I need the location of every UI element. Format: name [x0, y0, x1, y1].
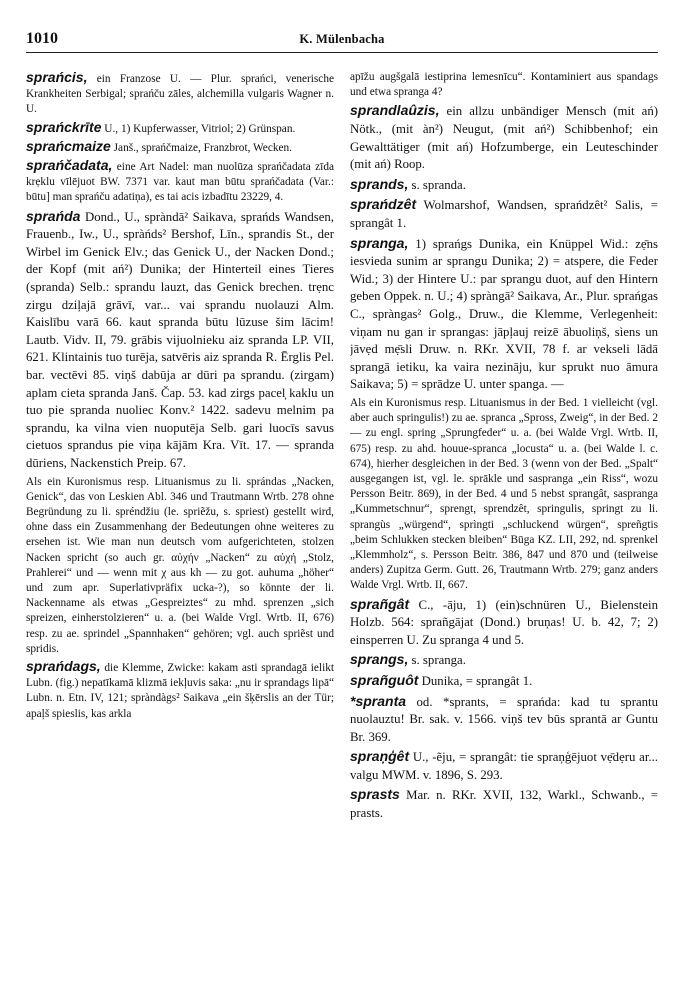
dictionary-entry	[350, 196, 658, 232]
entry-text: U., 1) Kupferwasser, Vitriol; 2) Grünspan.	[101, 122, 296, 135]
entry-headword: sprańcmaize	[26, 137, 111, 154]
entry-text: Als ein Kuronismus resp. Lituanismus zu li. sprándas „Nacken, Genick“, das von Leskien Abl. 346 und Trautmann Wrtb. 278 ohne Begründung zu li. spréndžiu (le. spriẽžu, s. spriest) gestellt wird, ohne dass ein Zusammenhang der Bedeutungen ohne weiteres zu ersehen ist. Wie man nun deutsch vom aufgerichteten, stolzen Nacken spricht (so auch gr. αὐχήν „Nacken“ zu αὐχή „Stolz, Prahlerei“ und — wenn mit χ aus kh — zu got. auhuma „höher“ und zum apr. Superlativpräfix ucka-?), so könnte der li. Nackenname als etwas „Gespreiztes“ zu mhd. sprenzen „sich spreizen, einherstolzieren“ u. a. (bei Walde Vrgl. Wrtb. II, 676) resp. zu ae. sprindel „Spannhaken“ gehören; vgl. auch spriẽst und spridis.	[26, 475, 334, 655]
entry-headword: sprańda	[26, 207, 81, 224]
entry-headword: spraņģêt	[350, 748, 410, 765]
entry-text: Wolmarshof, Wandsen, sprańdzêt² Salis, = sprangât 1.	[350, 198, 658, 230]
left-column	[26, 70, 334, 978]
dictionary-entry	[350, 70, 658, 100]
entry-headword: *spranta	[350, 692, 407, 709]
dictionary-entry	[350, 396, 658, 594]
entry-headword: sprandlaûzis,	[350, 102, 440, 119]
text-columns	[26, 70, 658, 978]
dictionary-entry	[350, 693, 658, 747]
entry-text: Mar. n. RKr. XVII, 132, Warkl., Schwanb., = prasts.	[350, 788, 658, 821]
dictionary-entry	[350, 672, 658, 691]
dictionary-entry	[350, 176, 658, 195]
dictionary-entry	[26, 158, 334, 206]
entry-text: ein allzu unbändiger Mensch (mit ań) Nötk., (mit àn²) Neugut, (mit ań²) Schibbenhof; ein Gewalttätiger (mit ań) Hofzumberge, ein Leuteschinder (mit ań) Roop.	[350, 104, 658, 172]
entry-headword: sprands,	[350, 175, 409, 192]
dictionary-entry	[350, 748, 658, 784]
dictionary-entry	[26, 475, 334, 657]
page-header	[26, 28, 658, 53]
entry-headword: sprasts	[350, 786, 400, 803]
page-number: 1010	[26, 30, 58, 47]
entry-text: od. *sprants, = sprańda: kad tu sprantu nuolauztu! Br. sak. v. 1566. viņš tev būs sprantā ar Guntu Br. 369.	[350, 694, 658, 744]
entry-text: Dond., U., spràndā² Saikava, sprańds Wandsen, Frauenb., Iw., U., spràńds² Bershof, Līn., sprandis St., der Wirbel im Genick Elv.; das Genick U., der Nacken Dond.; der Kopf (mit ań²) Dunika; der Hinterteil eines Tieres (spranda) Selb.: sprandu lauzt, das Genick brechen. trẹnc zirgu dziļajā grāvī, var... vai sprandu nuolauzi Alm. Kaislību varā 66. kaut spranda būtu lūzuse šim lācim! Lautb. Vidv. II, 79. grābis vijuolnieku aiz spranda LP. VII, 621. Klintainis tuo turēja, satvēris aiz spranda R. Ērglis Pel. bar. vectēvi 85. viņš dabūja ar dūri pa sprandu. (zirgam) aplam cieta spranda Janš. Čap. 53. kad zirgs pacel̦ kaklu un tuo pie spranda nuoliec Konv.² 1422. sadevu melnim pa sprandu, ka vilna vien nuoputēja Selb. gari luocīs savus cietuos sprandus pie viņa kājām Kra. Vīt. 17. — spranda dūriens, Nackenstich Preip. 67.	[26, 209, 334, 470]
entry-headword: sprañgât	[350, 595, 410, 612]
dictionary-entry	[26, 70, 334, 118]
entry-text: Dunika, = sprangât 1.	[418, 673, 533, 688]
dictionary-page	[26, 28, 658, 978]
entry-headword: spranga,	[350, 234, 409, 251]
dictionary-entry	[26, 120, 334, 137]
entry-headword: sprańdags,	[26, 657, 101, 674]
entry-headword: sprańčadata,	[26, 157, 113, 174]
dictionary-entry	[350, 786, 658, 822]
dictionary-entry	[26, 139, 334, 156]
entry-text: die Klemme, Zwicke: kakam asti sprandagā ielikt Lubn. (fig.) nepatīkamā klizmā iekļuvis saka: „nu ir sprandags lipā“ Lubn. n. Etn. IV, 121; spràndàgs² Saikava „ein šķērslis an der Tür; apaļš spieslis, kas arkla	[26, 661, 334, 720]
running-title: K. Mülenbacha	[299, 32, 385, 46]
entry-text: apīžu augšgalā iestiprina lemesnīcu“. Kontaminiert aus spandags und etwa spranga 4?	[350, 71, 658, 99]
dictionary-entry	[26, 208, 334, 473]
entry-text: s. spranda.	[408, 177, 466, 192]
entry-text: Janš., sprańčmaize, Franzbrot, Wecken.	[110, 141, 292, 154]
entry-text: C., -āju, 1) (ein)schnüren U., Bielenstein Holzb. 564: sprañgājat (Dond.) bruņas! U. b. 42, 7; 2) einsperren U. Zu spranga 4 und 5.	[350, 597, 658, 647]
entry-headword: sprangs,	[350, 651, 409, 668]
entry-headword: sprańckrīte	[26, 118, 102, 135]
entry-headword: sprañguôt	[350, 671, 419, 688]
entry-text: 1) sprańgs Dunika, ein Knüppel Wid.: zẹ̄ns iesvieda sunim ar sprangu Dunika; 2) = atspere, die Feder Wid.; 3) der Hintere U.: par sprangu duot, auf den Hintern geben Oppek. n. U.; 4) spràngā² Saikava, Ar., Plur. sprańgas C., spràngas² Golg., Druw., die Klemme, Verlegenheit: viņam nu gan ir sprangas: jāpļauj reizē ābuoliņš, sìens un jāvẹd mẹ̄sli Druw. n. RKr. XVII, 78 f. ar vekseli lādā sprangā ietiku, ka vaira nezināju, kur sprukt nuo āmura Saikava; 5) = sprādze U. unter spanga. —	[350, 236, 658, 392]
entry-text: s. spranga.	[408, 653, 466, 668]
entry-headword: sprańcis,	[26, 70, 88, 85]
entry-text: U., -ẽju, = sprangât: tie spraņģējuot vẹ̄dẹru ar... valgu MWM. v. 1896, S. 293.	[350, 750, 658, 782]
dictionary-entry	[350, 235, 658, 394]
dictionary-entry	[26, 659, 334, 722]
entry-text: Als ein Kuronismus resp. Lituanismus in der Bed. 1 vielleicht (vgl. aber auch springulis!) zu ae. spranca „Spross, Zweig“, in der Bed. 2 — zu engl. spring „Sprungfeder“ u. a. (bei Walde Vrgl. Wrtb. II, 675) resp. zu ahd. houue-spranca „locusta“ u. a. (bei Walde l. c. 674), hierher desgleichen in der Bed. 3 (wenn von der Bed. „Spalt“ ausgegangen ist, vgl. le. sprākle und saspranga „ein Riss“, wozu Persson Beitr. 869), in der Bed. 4 und 5 nebst sprangât, saspranga „Kummetschnur“, sprengt, sprendzêt, springulis, springt zu li. sprangùs „würgend“, sprìngti „schluckend würgen“, spreñgtis „beim Schlukken stecken bleiben“ Būga KZ. LII, 292, nd. sprenkel „Klemmholz“, s. Persson Beitr. 386, 847 und 870 und (teilweise anders) Zupitza Germ. Gutt. 26, Trautmann Wrtb. 279; ganz anders Walde Vrgl. Wrtb. II, 667.	[350, 396, 658, 592]
dictionary-entry	[350, 596, 658, 650]
entry-headword: sprańdzêt	[350, 196, 417, 213]
right-column	[350, 70, 658, 978]
entry-text: ein Franzose U. — Plur. sprańci, venerische Krankheiten Serbigal; sprańču zāles, alchemilla vulgaris Wagner n. U.	[26, 73, 334, 116]
dictionary-entry	[350, 102, 658, 173]
dictionary-entry	[350, 651, 658, 670]
entry-text: eine Art Nadel: man nuolūza sprańčadata zīda krẹklu vīlējuot BW. 7371 var. kaut man būtu sprańčadata (Var.: būtu] man sprańču adatiņa), es tai acis izbadītu 23229, 4.	[26, 161, 334, 204]
